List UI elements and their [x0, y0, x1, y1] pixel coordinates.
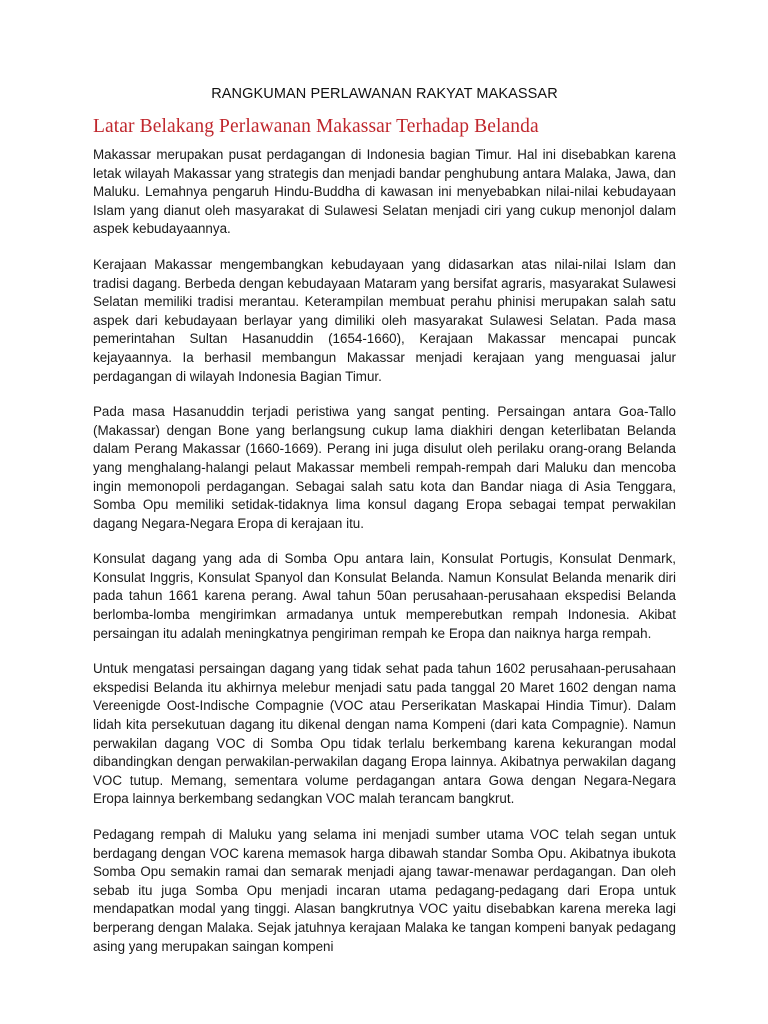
section-heading: Latar Belakang Perlawanan Makassar Terhadap Belanda [93, 116, 539, 137]
paragraph-1: Makassar merupakan pusat perdagangan di Indonesia bagian Timur. Hal ini disebabkan karena letak wilayah Makassar yang strategis dan menjadi bandar penghubung antara Malaka, Jawa, dan Maluku. Lemahnya pengaruh Hindu-Buddha di kawasan ini menyebabkan nilai-nilai kebudayaan Islam yang dianut oleh masyarakat di Sulawesi Selatan menjadi ciri yang cukup menonjol dalam aspek kebudayaannya. [93, 147, 676, 237]
paragraph-5: Untuk mengatasi persaingan dagang yang tidak sehat pada tahun 1602 perusahaan-perusahaan ekspedisi Belanda itu akhirnya melebur menjadi satu pada tanggal 20 Maret 1602 dengan nama Vereenigde Oost-Indische Compagnie (VOC atau Perserikatan Maskapai Hindia Timur). Dalam lidah kita persekutuan dagang itu dikenal dengan nama Kompeni (dari kata Compagnie). Namun perwakilan dagang VOC di Somba Opu tidak terlalu berkembang karena kekurangan modal dibandingkan dengan perwakilan-perwakilan dagang Eropa lainnya. Akibatnya perwakilan dagang VOC tutup. Memang, sementara volume perdagangan antara Gowa dengan Negara-Negara Eropa lainnya berkembang sedangkan VOC malah terancam bangkrut. [93, 661, 676, 807]
document-title: RANGKUMAN PERLAWANAN RAKYAT MAKASSAR [211, 86, 558, 102]
paragraph-3: Pada masa Hasanuddin terjadi peristiwa yang sangat penting. Persaingan antara Goa-Tallo (Makassar) dengan Bone yang berlangsung cukup lama diakhiri dengan keterlibatan Belanda dalam Perang Makassar (1660-1669). Perang ini juga disulut oleh perilaku orang-orang Belanda yang menghalang-halangi pelaut Makassar membeli rempah-rempah dari Maluku dan mencoba ingin memonopoli perdagangan. Sebagai salah satu kota dan Bandar niaga di Asia Tenggara, Somba Opu memiliki setidak-tidaknya lima konsul dagang Eropa sebagai tempat perwakilan dagang Negara-Negara Eropa di kerajaan itu. [93, 404, 676, 531]
paragraph-6: Pedagang rempah di Maluku yang selama ini menjadi sumber utama VOC telah segan untuk berdagang dengan VOC karena memasok harga dibawah standar Somba Opu. Akibatnya ibukota Somba Opu semakin ramai dan semarak menjadi ajang tawar-menawar perdagangan. Dan oleh sebab itu juga Somba Opu menjadi incaran utama pedagang-pedagang dari Eropa untuk mendapatkan modal yang tinggi. Alasan bangkrutnya VOC yaitu disebabkan karena mereka lagi berperang dengan Malaka. Sejak jatuhnya kerajaan Malaka ke tangan kompeni banyak pedagang asing yang merupakan saingan kompeni [93, 827, 676, 954]
paragraph-2: Kerajaan Makassar mengembangkan kebudayaan yang didasarkan atas nilai-nilai Islam dan tradisi dagang. Berbeda dengan kebudayaan Mataram yang bersifat agraris, masyarakat Sulawesi Selatan memiliki tradisi merantau. Keterampilan membuat perahu phinisi merupakan salah satu aspek dari kebudayaan berlayar yang dimiliki oleh masyarakat Sulawesi Selatan. Pada masa pemerintahan Sultan Hasanuddin (1654-1660), Kerajaan Makassar mencapai puncak kejayaannya. Ia berhasil membangun Makassar menjadi kerajaan yang menguasai jalur perdagangan di wilayah Indonesia Bagian Timur. [93, 256, 676, 384]
paragraph-4: Konsulat dagang yang ada di Somba Opu antara lain, Konsulat Portugis, Konsulat Denmark, Konsulat Inggris, Konsulat Spanyol dan Konsulat Belanda. Namun Konsulat Belanda menarik diri pada tahun 1661 karena perang. Awal tahun 50an perusahaan-perusahaan ekspedisi Belanda berlomba-lomba mengirimkan armadanya untuk memperebutkan rempah Indonesia. Akibat persaingan itu adalah meningkatnya pengiriman rempah ke Eropa dan naiknya harga rempah. [93, 551, 676, 641]
